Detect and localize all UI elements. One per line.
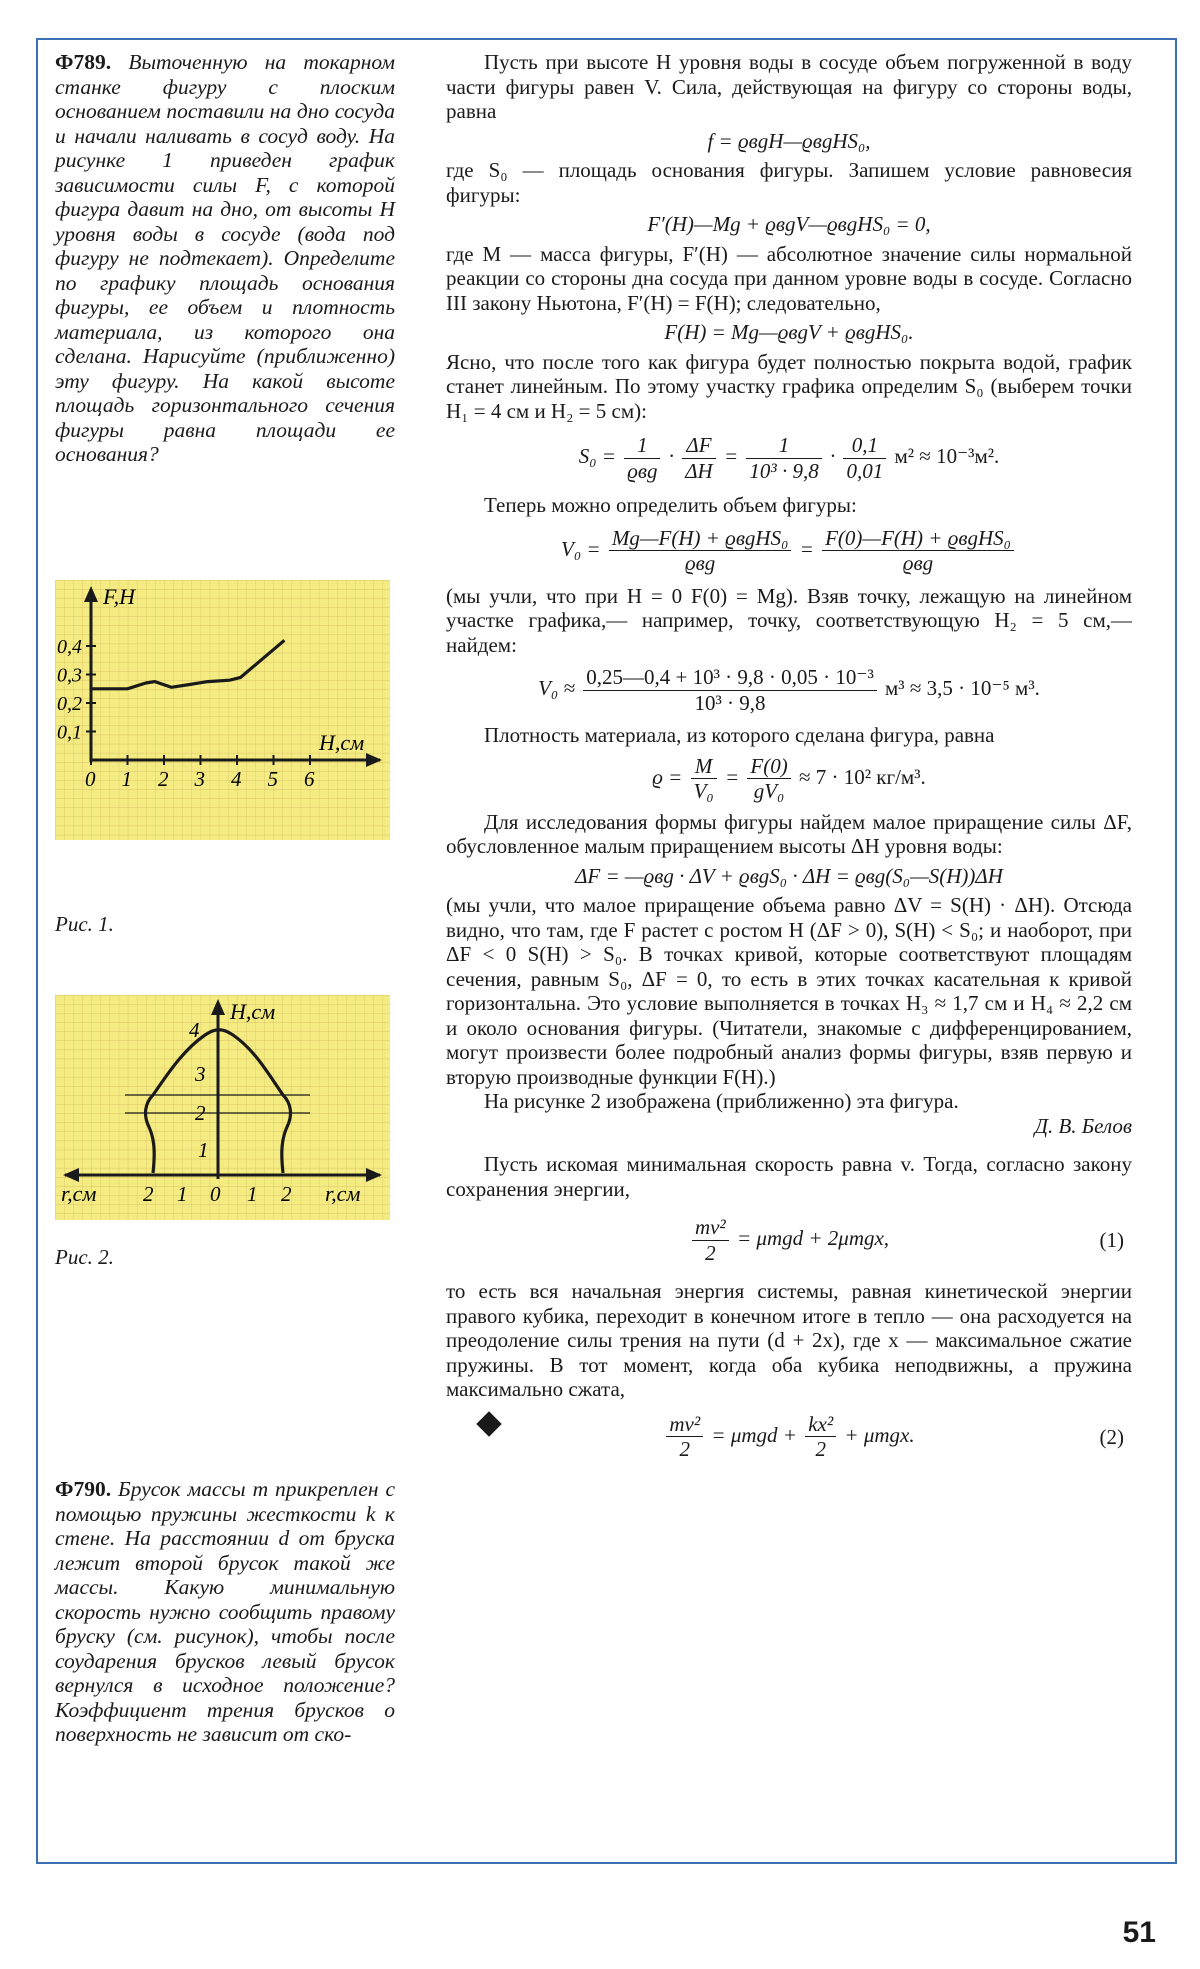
sol789-eq-1: f = ϱвgH—ϱвgHS₀, bbox=[707, 128, 871, 153]
sol789-para-1: Пусть при высоте H уровня воды в сосуде объем погруженной в воду части фигуры равен V. Сила, действующая на фигуру со стороны воды, равна bbox=[446, 50, 1132, 123]
sol790-eq-1 bbox=[446, 1215, 1132, 1265]
eq5-lhs: V₀ = bbox=[561, 536, 601, 561]
fig2-xtick-right-1: 1 bbox=[247, 1182, 258, 1206]
solution-column bbox=[446, 50, 1132, 1472]
fig1-xtick-label: 0 bbox=[85, 767, 96, 791]
figure-2-drawing bbox=[55, 995, 390, 1220]
sol789-eq-7: ϱ = $\frac{M}{\text{V₀}}$ = $\frac{F(0)}{\text{gV₀}}$ ≈ 7 · 10² кг/м³. bbox=[652, 753, 926, 803]
eq4-f3-den: 10³ · 9,8 bbox=[749, 458, 819, 483]
fig1-ytick-label: 0,1 bbox=[57, 721, 82, 744]
problem-790-label: Ф790. bbox=[55, 1477, 112, 1501]
eq7-tail: ≈ 7 · 10² кг/м³. bbox=[798, 764, 926, 789]
eq6-num: 0,25—0,4 + 10³ · 9,8 · 0,05 · 10⁻³ bbox=[583, 665, 877, 691]
figure-1 bbox=[55, 580, 390, 840]
fig1-xtick-label: 4 bbox=[231, 767, 242, 791]
eq7-frac-1 bbox=[691, 754, 717, 804]
eqB2-tail: + μmgx. bbox=[844, 1422, 915, 1447]
eq5-f2-num: F(0)—F(H) + ϱвgHS₀ bbox=[822, 526, 1014, 552]
sol790-eq-2 bbox=[446, 1412, 1132, 1462]
eq4-f2-den: ΔH bbox=[685, 458, 713, 483]
fig1-ytick-label: 0,2 bbox=[57, 693, 82, 715]
eq4-f2-num: ΔF bbox=[682, 433, 716, 459]
sol789-para-2: где S₀ — площадь основания фигуры. Запишем условие равновесия фигуры: bbox=[446, 158, 1132, 207]
sol790-para-2: то есть вся начальная энергия системы, равная кинетической энергии правого кубика, переходит в конечном итоге в тепло — она расходуется на преодоление силы трения на пути (d + 2x), где x — максимальное сжатие пружины. В тот момент, когда оба кубика неподвижны, а пружина максимально сжата, bbox=[446, 1279, 1132, 1401]
eqB1-den: 2 bbox=[705, 1240, 716, 1265]
fig1-xtick-label: 1 bbox=[121, 767, 132, 791]
eq4-f3-num: 1 bbox=[746, 433, 821, 459]
problem-789-text: Выточенную на токарном станке фигуру с плоским основанием поставили на дно сосуда и начали наливать в сосуд воду. На рисунке 1 приведен график зависимости силы F, с которой фигура давит на дно, от высоты H уровня воды в сосуде (вода под фигуру не подтекает). Определите по графику площадь основания фигуры, ее объем и плотность материала, из которого она сделана. Нарисуйте (приближенно) эту фигуру. На какой высоте площадь горизонтального сечения фигуры равна площади ее основания? bbox=[55, 50, 396, 466]
fig2-ytick-2: 2 bbox=[195, 1101, 206, 1125]
eqB1-number: (1) bbox=[1099, 1227, 1124, 1252]
problem-790-text: Брусок массы m прикреплен с помощью пружины жесткости k к стене. На расстоянии d от бруска лежит второй брусок такой же массы. Какую минимальную скорость нужно сообщить правому бруску (см. рисунок), чтобы после соударения брусков левый брусок вернулся в исходное положение? Коэффициент трения брусков о поверхность не зависит от ско- bbox=[55, 1477, 395, 1746]
eq4-lhs: S₀ = bbox=[578, 443, 616, 468]
fig1-ytick-label: 0,3 bbox=[57, 664, 82, 687]
fig1-xtick-label: 6 bbox=[304, 767, 315, 791]
sol789-para-10: На рисунке 2 изображена (приближенно) эта фигура. bbox=[484, 1089, 959, 1113]
eqB2-f1-den: 2 bbox=[679, 1437, 691, 1461]
eq5-f1-num: Mg—F(H) + ϱвgHS₀ bbox=[609, 526, 792, 552]
fig2-x-right-label: r,см bbox=[325, 1181, 361, 1206]
problem-790 bbox=[55, 1477, 395, 1747]
eq7-f1-den: V₀ bbox=[693, 779, 714, 803]
problem-789 bbox=[55, 50, 395, 467]
eq5-frac-2 bbox=[822, 526, 1014, 576]
eqB2-mid: = μmgd + bbox=[711, 1422, 797, 1447]
sol789-para-3: где M — масса фигуры, F′(H) — абсолютное значение силы нормальной реакции со стороны дна сосуда при данном уровне воды в сосуде. Согласно III закону Ньютона, F′(H) = F(H); следовательно, bbox=[446, 241, 1132, 315]
figure-2 bbox=[55, 995, 390, 1220]
figure-1-caption: Рис. 1. bbox=[55, 912, 114, 936]
eqB1-num: mv² bbox=[692, 1215, 729, 1241]
eq4-f1-num: 1 bbox=[624, 433, 660, 459]
fig2-ytick-4: 4 bbox=[189, 1018, 200, 1042]
fig2-x-left-label: r,см bbox=[61, 1181, 97, 1206]
eq6-frac bbox=[583, 665, 877, 715]
eqB1-tail: = μmgd + 2μmgx, bbox=[736, 1225, 890, 1250]
sol789-eq-3: F(H) = Mg—ϱвgV + ϱвgHS₀. bbox=[664, 320, 914, 344]
sol789-para-6: (мы учли, что при H = 0 F(0) = Mg). Взяв точку, лежащую на линейном участке графика,— например, точку, соответствующую H₂ = 5 см,— найдем: bbox=[446, 583, 1132, 657]
eq4-frac-2 bbox=[682, 433, 716, 483]
figure-1-chart bbox=[55, 580, 390, 840]
eqB2-frac-1 bbox=[666, 1412, 703, 1462]
fig1-xtick-label: 5 bbox=[267, 767, 278, 791]
eq7-f2-num: F(0) bbox=[747, 754, 790, 780]
sol789-para-7: Плотность материала, из которого сделана фигура, равна bbox=[484, 723, 995, 747]
fig1-xtick-label: 2 bbox=[158, 767, 169, 791]
sol789-para-8: Для исследования формы фигуры найдем малое приращение силы ΔF, обусловленное малым приращением высоты ΔH уровня воды: bbox=[446, 809, 1132, 858]
eq6-tail: м³ ≈ 3,5 · 10⁻⁵ м³. bbox=[885, 675, 1040, 700]
eq4-frac-1 bbox=[624, 433, 660, 483]
sol789-para-5: Теперь можно определить объем фигуры: bbox=[484, 493, 857, 517]
eqB1-frac bbox=[692, 1215, 729, 1265]
eq7-f1-num: M bbox=[691, 754, 717, 780]
fig1-y-label: F,Н bbox=[103, 584, 135, 609]
eq4-tail: м² ≈ 10⁻³м². bbox=[894, 443, 1000, 468]
eqB2-frac-2 bbox=[805, 1412, 836, 1462]
fig2-xtick-left-2: 2 bbox=[143, 1182, 154, 1206]
eq5-frac-1 bbox=[609, 526, 792, 576]
fig2-xtick-right-2: 2 bbox=[281, 1182, 292, 1206]
eq6-den: 10³ · 9,8 bbox=[694, 690, 766, 715]
eqB2-number: (2) bbox=[1099, 1424, 1124, 1449]
eqB2-f2-den: 2 bbox=[815, 1437, 826, 1461]
fig1-xtick-label: 3 bbox=[194, 767, 205, 791]
page-number: 51 bbox=[1122, 1916, 1156, 1949]
figure-2-caption: Рис. 2. bbox=[55, 1245, 114, 1269]
eqB2-f1-num: mv² bbox=[666, 1412, 703, 1438]
sol789-eq-5: V₀ = $\frac{\text{Mg—F(H) + ϱвgHS₀}}{\text{ϱвg}}$ = $\frac{\text{F(0)—F(H) + ϱвgHS₀}}{\text{ϱвg}}$ bbox=[446, 526, 1132, 576]
eq6-lhs: V₀ ≈ bbox=[538, 675, 576, 700]
fig2-xtick-left-1: 1 bbox=[177, 1182, 188, 1206]
sol789-eq-6 bbox=[446, 665, 1132, 715]
eq4-frac-3 bbox=[746, 433, 821, 483]
left-column bbox=[55, 50, 395, 467]
sol790-para-1: Пусть искомая минимальная скорость равна v. Тогда, согласно закону сохранения энергии, bbox=[446, 1152, 1132, 1201]
eq7-lhs: ϱ = bbox=[652, 764, 683, 789]
eq4-f4-num: 0,1 bbox=[843, 433, 886, 459]
eq4-frac-4 bbox=[843, 433, 886, 483]
sol789-eq-2: F′(H)—Mg + ϱвgV—ϱвgHS₀ = 0, bbox=[647, 212, 931, 236]
problem-789-label: Ф789. bbox=[55, 50, 112, 74]
sol789-para-9: (мы учли, что малое приращение объема равно ΔV = S(H) · ΔH). Отсюда видно, что там, где F растет с ростом H (ΔF > 0), S(H) < S₀; и наоборот, при ΔF < 0 S(H) > S₀. В точках кривой, которые соответствуют площадям сечения, равным S₀, ΔF = 0, то есть в этих точках касательная к кривой горизонтальна. Это условие выполняется в точках H₃ ≈ 1,7 см и H₄ ≈ 2,2 см и около основания фигуры. (Читатели, знакомые с дифференцированием, могут произвести более подробный анализ формы фигуры, взяв первую и вторую производные функции F(H).) bbox=[446, 893, 1132, 1089]
eq4-f4-den: 0,01 bbox=[846, 458, 884, 483]
sol789-eq-8: ΔF = —ϱвg · ΔV + ϱвgS₀ · ΔH = ϱвg(S₀—S(H))ΔH bbox=[575, 863, 1003, 888]
fig2-ytick-3: 3 bbox=[195, 1062, 206, 1086]
fig1-x-label: H,см bbox=[319, 730, 365, 755]
eqB2-f2-num: kx² bbox=[805, 1412, 836, 1438]
sol789-para-4: Ясно, что после того как фигура будет полностью покрыта водой, график станет линейным. По этому участку графика определим S₀ (выберем точки H₁ = 4 см и H₂ = 5 см): bbox=[446, 349, 1132, 423]
fig2-ytick-1: 1 bbox=[198, 1138, 209, 1162]
sol789-signature: Д. В. Белов bbox=[1034, 1113, 1132, 1138]
eq7-f2-den: gV₀ bbox=[753, 779, 785, 803]
problem-790-block bbox=[55, 1477, 395, 1747]
sol789-eq-4: S₀ = $\frac{1}{\text{ϱвg}}$ · $\frac{\Delta F}{\Delta H}$ = $\frac{1}{\text{10³ · 9,8}}$ · $\frac{0,1}{0,01}$ м² ≈ 10⁻³м². bbox=[578, 433, 1000, 483]
fig2-xtick-0: 0 bbox=[210, 1182, 221, 1206]
fig1-ytick-label: 0,4 bbox=[57, 636, 82, 658]
eq5-f2-den: ϱвg bbox=[902, 551, 934, 575]
eq7-frac-2 bbox=[747, 754, 790, 804]
fig2-y-label: H,см bbox=[230, 999, 276, 1024]
eq5-f1-den: ϱвg bbox=[684, 551, 716, 575]
eq4-f1-den: ϱвg bbox=[627, 458, 658, 483]
